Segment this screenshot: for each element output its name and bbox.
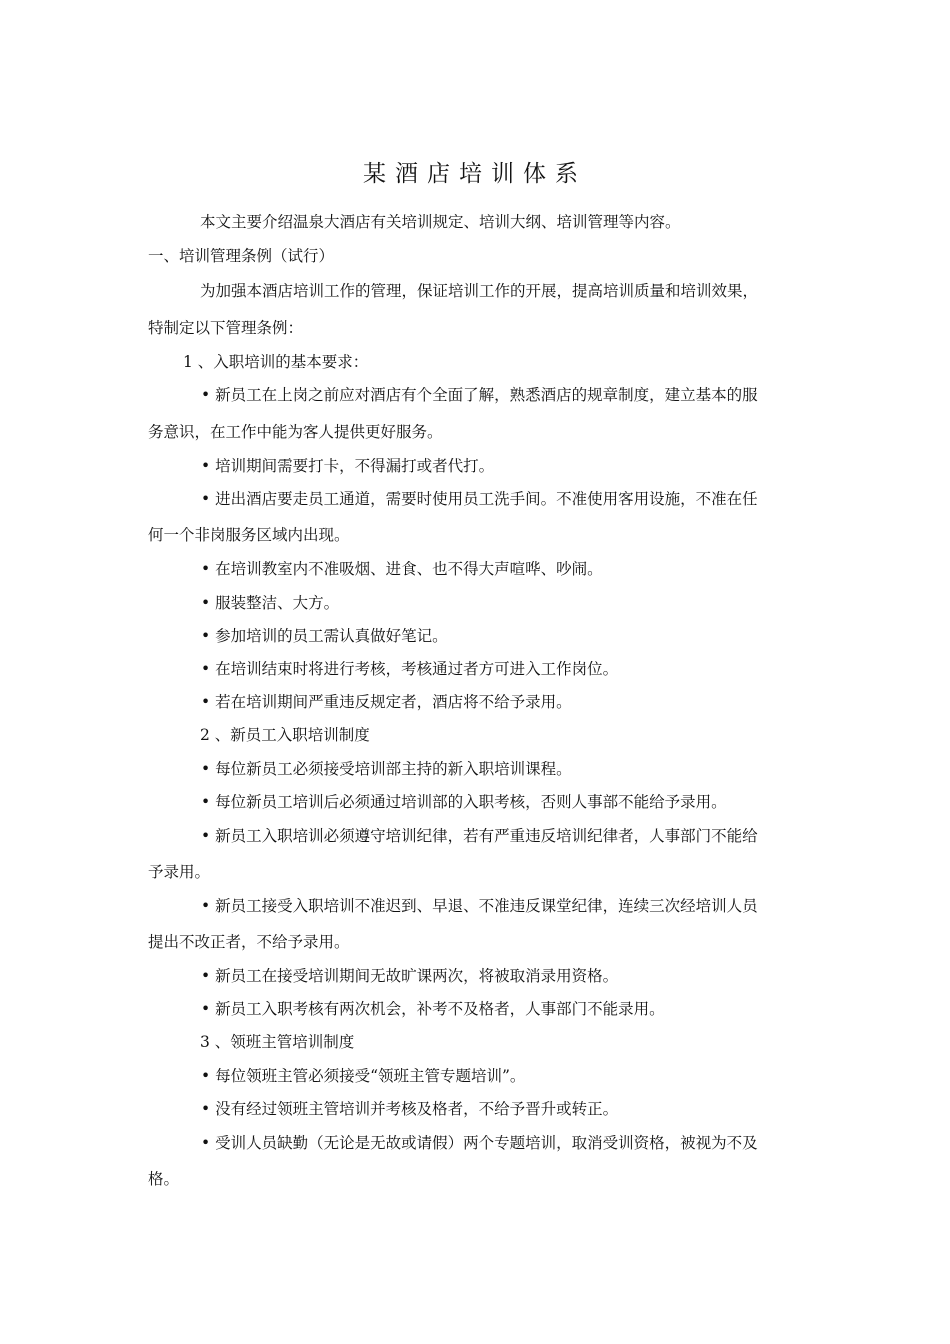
list-item: • 参加培训的员工需认真做好笔记。	[201, 627, 448, 645]
section-1-paragraph-line-1: 为加强本酒店培训工作的管理，保证培训工作的开展，提高培训质量和培训效果，	[200, 282, 759, 300]
intro-paragraph: 本文主要介绍温泉大酒店有关培训规定、培训大纲、培训管理等内容。	[200, 213, 681, 231]
section-1-heading: 一、培训管理条例（试行）	[148, 247, 335, 265]
list-item: • 新员工入职考核有两次机会，补考不及格者，人事部门不能录用。	[201, 1000, 665, 1018]
document-title: 某酒店培训体系	[363, 161, 587, 187]
list-item: • 新员工入职培训必须遵守培训纪律，若有严重违反培训纪律者，人事部门不能给	[201, 827, 758, 845]
list-item-continuation: 格。	[148, 1170, 180, 1188]
list-item: • 每位领班主管必须接受“领班主管专题培训”。	[201, 1067, 526, 1085]
subsection-3-heading: 3 、领班主管培训制度	[200, 1033, 355, 1051]
list-item: • 服装整洁、大方。	[201, 594, 340, 612]
list-item: • 新员工在接受培训期间无故旷课两次，将被取消录用资格。	[201, 967, 619, 985]
list-item-continuation: 何一个非岗服务区域内出现。	[148, 526, 350, 544]
list-item: • 没有经过领班主管培训并考核及格者，不给予晋升或转正。	[201, 1100, 619, 1118]
list-item-continuation: 务意识，在工作中能为客人提供更好服务。	[148, 423, 443, 441]
subsection-1-heading: 1 、入职培训的基本要求：	[183, 353, 369, 371]
list-item: • 若在培训期间严重违反规定者，酒店将不给予录用。	[201, 693, 572, 711]
list-item: • 进出酒店要走员工通道，需要时使用员工洗手间。不准使用客用设施，不准在任	[201, 490, 758, 508]
list-item: • 在培训结束时将进行考核，考核通过者方可进入工作岗位。	[201, 660, 619, 678]
list-item: • 新员工接受入职培训不准迟到、早退、不准违反课堂纪律，连续三次经培训人员	[201, 897, 758, 915]
list-item: • 受训人员缺勤（无论是无故或请假）两个专题培训，取消受训资格，被视为不及	[201, 1134, 758, 1152]
list-item-continuation: 予录用。	[148, 863, 211, 881]
list-item: • 新员工在上岗之前应对酒店有个全面了解，熟悉酒店的规章制度，建立基本的服	[201, 386, 758, 404]
subsection-2-heading: 2 、新员工入职培训制度	[200, 726, 370, 744]
list-item-continuation: 提出不改正者，不给予录用。	[148, 933, 350, 951]
list-item: • 在培训教室内不准吸烟、进食、也不得大声喧哗、吵闹。	[201, 560, 603, 578]
list-item: • 每位新员工培训后必须通过培训部的入职考核，否则人事部不能给予录用。	[201, 793, 727, 811]
list-item: • 培训期间需要打卡，不得漏打或者代打。	[201, 457, 495, 475]
list-item: • 每位新员工必须接受培训部主持的新入职培训课程。	[201, 760, 572, 778]
section-1-paragraph-line-2: 特制定以下管理条例：	[148, 319, 304, 337]
